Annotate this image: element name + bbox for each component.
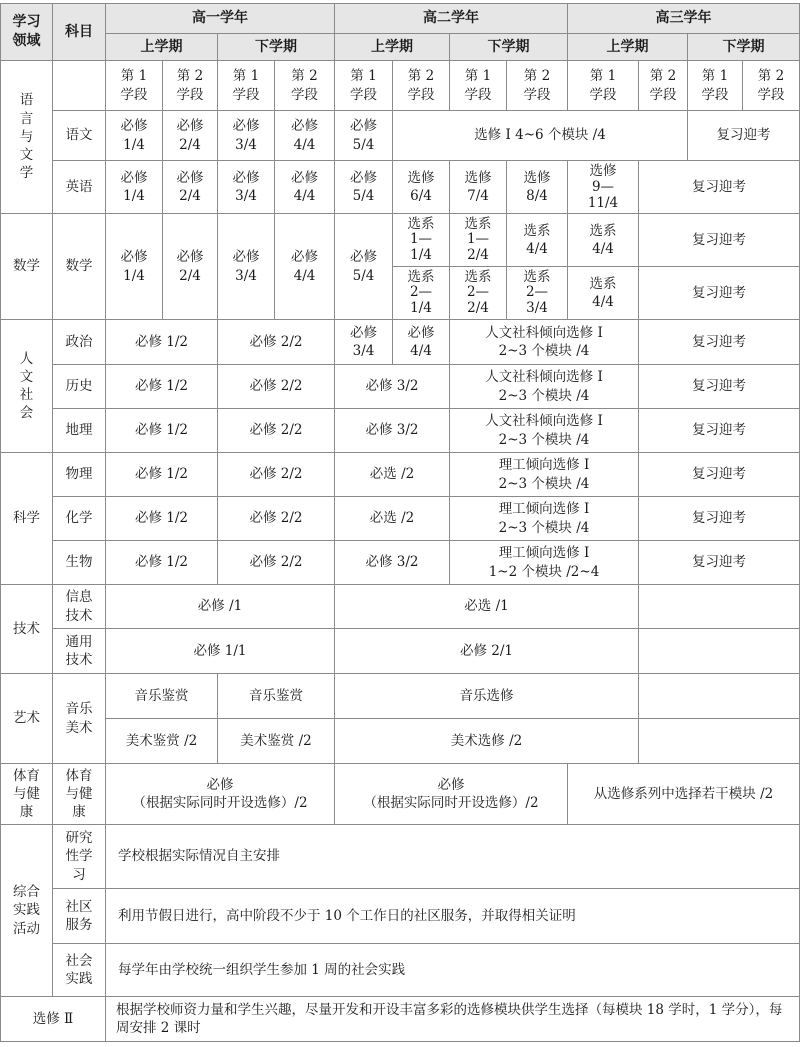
cell: 必修 2/2 (218, 320, 335, 365)
review-cell: 复习迎考 (688, 111, 800, 161)
year3-header: 高三学年 (568, 4, 800, 34)
cell: 必修 3/4 (335, 320, 393, 365)
cell: 必修 4/4 (275, 214, 335, 320)
cell: 必修 2/2 (218, 497, 335, 541)
review-cell: 复习迎考 (639, 214, 800, 267)
review-cell: 复习迎考 (639, 365, 800, 409)
ligong-elective-cell: 理工倾向选修 Ⅰ 2~3 个模块 /4 (450, 497, 639, 541)
row-shengwu (1, 541, 800, 585)
cell: 必修 4/4 (393, 320, 450, 365)
note-cell: 根据学校师资力量和学生兴趣，尽量开发和开设丰富多彩的选修模块供学生选择（每模块 18 学时，1 学分），每周安排 2 课时 (106, 997, 800, 1042)
cell: 必选 /2 (335, 497, 450, 541)
row-zhengzhi (1, 320, 800, 365)
cell: 音乐鉴赏 (106, 674, 218, 719)
row-yuwen (1, 111, 800, 161)
cell: 必修 2/2 (218, 409, 335, 453)
segment-header: 第 1 学段 (568, 61, 639, 111)
row-yishu-art (1, 719, 800, 764)
row-xuanxiu2 (1, 997, 800, 1042)
review-cell: 复习迎考 (639, 541, 800, 585)
row-lishi (1, 365, 800, 409)
row-huaxue (1, 497, 800, 541)
row-shuxue-a (1, 214, 800, 267)
subject-dili: 地理 (53, 409, 106, 453)
cell: 音乐鉴赏 (218, 674, 335, 719)
row-wuli (1, 453, 800, 497)
cell: 必选 /1 (335, 585, 639, 629)
review-cell: 复习迎考 (639, 320, 800, 365)
row-tiyu (1, 764, 800, 825)
header-row-years (1, 4, 800, 34)
segment-header: 第 2 学段 (163, 61, 218, 111)
y2-term2-header: 下学期 (450, 34, 568, 61)
cell: 必修 1/4 (106, 161, 163, 214)
y1-term2-header: 下学期 (218, 34, 335, 61)
review-cell: 复习迎考 (639, 267, 800, 320)
y2-term1-header: 上学期 (335, 34, 450, 61)
subject-xinxi: 信息 技术 (53, 585, 106, 629)
cell: 必修 3/4 (218, 111, 275, 161)
cell: 选修 6/4 (393, 161, 450, 214)
cell: 必修 3/2 (335, 541, 450, 585)
row-yanjiu (1, 825, 800, 889)
cell: 必修 1/2 (106, 497, 218, 541)
domain-header (1, 4, 53, 61)
note-cell: 学校根据实际情况自主安排 (106, 825, 800, 889)
cell: 必修 5/4 (335, 161, 393, 214)
cell: 必修 /1 (106, 585, 335, 629)
cell: 必修 2/2 (218, 541, 335, 585)
curriculum-table (0, 3, 800, 1042)
cell: 必修 5/4 (335, 111, 393, 161)
segment-header: 第 1 学段 (335, 61, 393, 111)
cell: 必修 2/4 (163, 214, 218, 320)
empty-cell (639, 629, 800, 674)
subject-shengwu: 生物 (53, 541, 106, 585)
row-shequ (1, 889, 800, 944)
ligong-elective-cell: 理工倾向选修 Ⅰ 2~3 个模块 /4 (450, 453, 639, 497)
shengwu-elective-cell: 理工倾向选修 Ⅰ 1~2 个模块 /2~4 (450, 541, 639, 585)
cell: 美术选修 /2 (335, 719, 639, 764)
subject-yanjiu: 研究 性学 习 (53, 825, 106, 889)
row-dili (1, 409, 800, 453)
cell: 选系 1— 2/4 (450, 214, 507, 267)
cell: 选系 2— 2/4 (450, 267, 507, 320)
cell: 选系 4/4 (507, 214, 568, 267)
row-yishu-music (1, 674, 800, 719)
cell: 必修 1/2 (106, 365, 218, 409)
review-cell: 复习迎考 (639, 409, 800, 453)
cell: 美术鉴赏 /2 (218, 719, 335, 764)
segment-header: 第 2 学段 (507, 61, 568, 111)
domain-technology: 技术 (1, 585, 53, 674)
cell: 必修 2/4 (163, 111, 218, 161)
domain-pe: 体育 与健 康 (1, 764, 53, 825)
cell: 必修 5/4 (335, 214, 393, 320)
cell: 必修 1/1 (106, 629, 335, 674)
cell: 必修 1/4 (106, 111, 163, 161)
y3-term1-header: 上学期 (568, 34, 688, 61)
cell: 选修 9— 11/4 (568, 161, 639, 214)
empty-cell (639, 719, 800, 764)
subject-wuli: 物理 (53, 453, 106, 497)
review-cell: 复习迎考 (639, 453, 800, 497)
segment-header: 第 1 学段 (450, 61, 507, 111)
empty-cell (639, 674, 800, 719)
review-cell: 复习迎考 (639, 497, 800, 541)
note-cell: 每学年由学校统一组织学生参加 1 周的社会实践 (106, 944, 800, 997)
cell: 美术鉴赏 /2 (106, 719, 218, 764)
header-row-terms (1, 34, 800, 61)
renwen-elective-cell: 人文社科倾向选修 Ⅰ 2~3 个模块 /4 (450, 409, 639, 453)
review-cell: 复习迎考 (639, 161, 800, 214)
domain-language-text: 语 言 与 文 学 (19, 92, 34, 182)
row-yingyu (1, 161, 800, 214)
domain-practice: 综合 实践 活动 (1, 825, 53, 997)
segment-header: 第 2 学段 (639, 61, 688, 111)
cell: 必修 1/2 (106, 541, 218, 585)
segment-header: 第 2 学段 (393, 61, 450, 111)
segment-header: 第 1 学段 (688, 61, 743, 111)
subject-yingyu: 英语 (53, 161, 106, 214)
subject-zhengzhi: 政治 (53, 320, 106, 365)
cell: 必修 （根据实际同时开设选修）/2 (335, 764, 568, 825)
cell: 必修 2/4 (163, 161, 218, 214)
cell: 选系 4/4 (568, 214, 639, 267)
subject-yuwen: 语文 (53, 111, 106, 161)
segment-blank (53, 61, 106, 111)
subject-shehui: 社会 实践 (53, 944, 106, 997)
cell: 从选修系列中选择若干模块 /2 (568, 764, 800, 825)
cell: 必修 1/2 (106, 320, 218, 365)
row-xinxi (1, 585, 800, 629)
subject-lishi: 历史 (53, 365, 106, 409)
xuanxiu2-label: 选修 Ⅱ (1, 997, 106, 1042)
domain-science: 科学 (1, 453, 53, 585)
cell: 必修 4/4 (275, 111, 335, 161)
cell: 必修 1/2 (106, 453, 218, 497)
row-shehui (1, 944, 800, 997)
cell: 必修 （根据实际同时开设选修）/2 (106, 764, 335, 825)
domain-humanities-text: 人 文 社 会 (19, 350, 34, 422)
note-cell: 利用节假日进行，高中阶段不少于 10 个工作日的社区服务，并取得相关证明 (106, 889, 800, 944)
segment-header: 第 1 学段 (218, 61, 275, 111)
cell: 必修 3/4 (218, 214, 275, 320)
subject-header-text: 科目 (65, 23, 93, 40)
y1-term1-header: 上学期 (106, 34, 218, 61)
subject-shequ: 社区 服务 (53, 889, 106, 944)
domain-header-text: 学习 领域 (12, 14, 41, 49)
row-tongyong (1, 629, 800, 674)
cell: 选修 8/4 (507, 161, 568, 214)
cell: 选系 2— 3/4 (507, 267, 568, 320)
header-row-segments (1, 61, 800, 111)
subject-tongyong: 通用 技术 (53, 629, 106, 674)
year1-header: 高一学年 (106, 4, 335, 34)
cell: 选系 1— 1/4 (393, 214, 450, 267)
cell: 必选 /2 (335, 453, 450, 497)
cell: 选系 4/4 (568, 267, 639, 320)
domain-humanities (1, 320, 53, 453)
segment-header: 第 1 学段 (106, 61, 163, 111)
segment-header: 第 2 学段 (743, 61, 800, 111)
year2-header: 高二学年 (335, 4, 568, 34)
renwen-elective-cell: 人文社科倾向选修 Ⅰ 2~3 个模块 /4 (450, 320, 639, 365)
subject-huaxue: 化学 (53, 497, 106, 541)
cell: 音乐选修 (335, 674, 639, 719)
cell: 必修 3/2 (335, 365, 450, 409)
cell: 必修 2/1 (335, 629, 639, 674)
cell: 必修 4/4 (275, 161, 335, 214)
subject-header (53, 4, 106, 61)
segment-header: 第 2 学段 (275, 61, 335, 111)
subject-yinyue: 音乐 美术 (53, 674, 106, 764)
domain-language (1, 61, 53, 214)
cell: 必修 1/2 (106, 409, 218, 453)
subject-tiyu: 体育 与健 康 (53, 764, 106, 825)
subject-shuxue: 数学 (53, 214, 106, 320)
domain-arts: 艺术 (1, 674, 53, 764)
domain-math: 数学 (1, 214, 53, 320)
cell: 必修 2/2 (218, 453, 335, 497)
y3-term2-header: 下学期 (688, 34, 800, 61)
cell: 必修 1/4 (106, 214, 163, 320)
renwen-elective-cell: 人文社科倾向选修 Ⅰ 2~3 个模块 /4 (450, 365, 639, 409)
empty-cell (639, 585, 800, 629)
yuwen-elective-cell: 选修 Ⅰ 4~6 个模块 /4 (393, 111, 688, 161)
cell: 必修 3/2 (335, 409, 450, 453)
cell: 必修 2/2 (218, 365, 335, 409)
cell: 选系 2— 1/4 (393, 267, 450, 320)
cell: 选修 7/4 (450, 161, 507, 214)
cell: 必修 3/4 (218, 161, 275, 214)
